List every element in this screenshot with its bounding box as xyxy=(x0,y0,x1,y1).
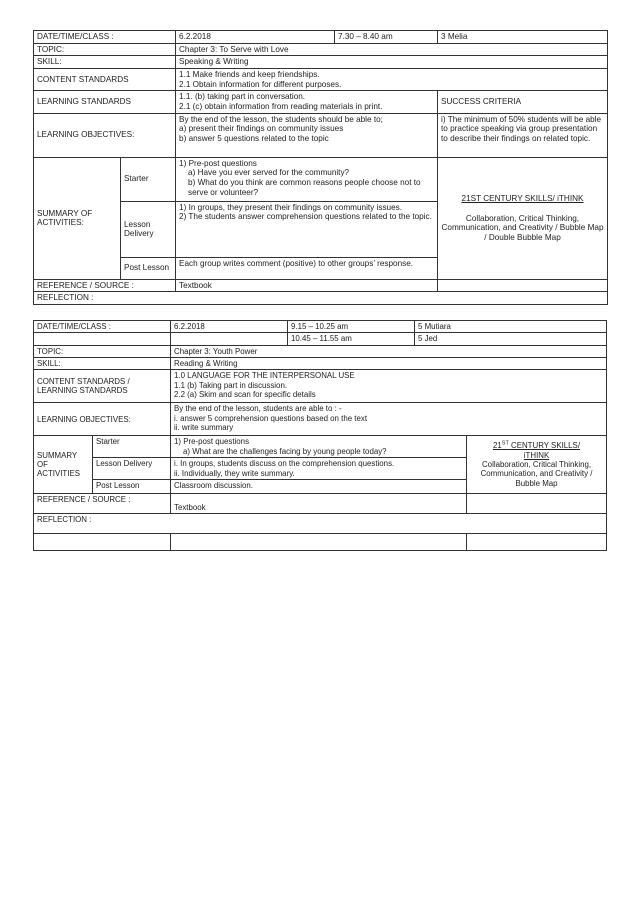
learning-objectives-row xyxy=(34,403,607,436)
starter-row xyxy=(34,157,608,201)
content-standards-row xyxy=(34,69,608,91)
post-lesson-value: Classroom discussion. xyxy=(171,480,467,494)
objectives-intro: By the end of the lesson, students are able to : - xyxy=(174,404,342,414)
century-skills-title xyxy=(470,441,603,450)
content-standard-item: 2.2 (a) Skim and scan for specific details xyxy=(174,389,316,399)
reference-empty-cell xyxy=(438,279,608,292)
objective-item: b) answer 5 questions related to the topic xyxy=(179,134,329,144)
content-standard-item: 1.1 (b) Taking part in discussion. xyxy=(174,380,288,390)
delivery-item: i. In groups, students discuss on the comprehension questions. xyxy=(174,459,395,469)
topic-label: TOPIC: xyxy=(34,43,176,56)
learning-standard-item: 2.1 (c) obtain information from reading materials in print. xyxy=(179,102,383,112)
reference-row xyxy=(34,279,608,292)
reflection-label: REFLECTION : xyxy=(34,514,607,534)
reference-value: Textbook xyxy=(176,279,438,292)
century-skills-cell xyxy=(438,157,608,279)
topic-label: TOPIC: xyxy=(34,345,171,357)
reference-row xyxy=(34,494,607,514)
class-value: 3 Melia xyxy=(438,31,608,44)
starter-label: Starter xyxy=(93,436,171,458)
class-value: 5 Jed xyxy=(415,333,607,345)
content-standard-item: 1.0 LANGUAGE FOR THE INTERPERSONAL USE xyxy=(174,371,355,381)
lesson-delivery-value xyxy=(176,201,438,257)
starter-item: 1) Pre-post questions xyxy=(174,437,250,447)
reflection-row xyxy=(34,514,607,534)
century-skills-heading: CENTURY SKILLS/ xyxy=(511,441,581,451)
skill-row xyxy=(34,56,608,69)
century-skills-superscript: ST xyxy=(501,440,509,447)
content-standard-item: 1.1 Make friends and keep friendships. xyxy=(179,70,320,80)
content-standards-label: CONTENT STANDARDS xyxy=(34,69,176,91)
success-criteria-label: SUCCESS CRITERIA xyxy=(438,91,608,113)
objective-item: a) present their findings on community issues xyxy=(179,124,344,134)
summary-of-activities-label: SUMMARY OF ACTIVITIES xyxy=(34,436,93,494)
learning-objectives-row xyxy=(34,113,608,157)
objectives-intro: By the end of the lesson, the students should be able to; xyxy=(179,114,383,124)
starter-question: a) What are the challenges facing by young people today? xyxy=(183,446,387,456)
date-row xyxy=(34,31,608,44)
skill-label: SKILL: xyxy=(34,56,176,69)
content-standards-value xyxy=(176,69,608,91)
post-lesson-value: Each group writes comment (positive) to other groups’ response. xyxy=(176,257,438,279)
empty-row xyxy=(34,534,607,551)
time-value: 7.30 – 8.40 am xyxy=(335,31,438,44)
lesson-delivery-label: Lesson Delivery xyxy=(121,201,176,257)
century-skills-text: Collaboration, Critical Thinking, Communication, and Creativity / Bubble Map xyxy=(480,460,593,488)
date-label: DATE/TIME/CLASS : xyxy=(34,31,176,44)
learning-objectives-value xyxy=(171,403,607,436)
learning-objectives-label: LEARNING OBJECTIVES: xyxy=(34,113,176,157)
topic-value: Chapter 3: Youth Power xyxy=(171,345,607,357)
time-value: 10.45 – 11.55 am xyxy=(288,333,415,345)
content-standards-value xyxy=(171,370,607,403)
date-row-2 xyxy=(34,333,607,345)
learning-objectives-label: LEARNING OBJECTIVES: xyxy=(34,403,171,436)
date-value: 6.2.2018 xyxy=(171,321,288,333)
content-standards-label: CONTENT STANDARDS / LEARNING STANDARDS xyxy=(34,370,171,403)
reflection-row xyxy=(34,292,608,305)
lesson-plan-2-table xyxy=(33,320,607,551)
lesson-delivery-label: Lesson Delivery xyxy=(93,458,171,480)
skill-value: Reading & Writing xyxy=(171,357,607,369)
post-lesson-label: Post Lesson xyxy=(121,257,176,279)
starter-value xyxy=(171,436,467,458)
century-skills-number: 21 xyxy=(493,441,502,451)
skill-value: Speaking & Writing xyxy=(176,56,608,69)
starter-row xyxy=(34,436,607,458)
learning-standard-item: 1.1. (b) taking part in conversation. xyxy=(179,92,306,102)
starter-question: a) Have you ever served for the community? xyxy=(188,168,350,178)
time-value: 9.15 – 10.25 am xyxy=(288,321,415,333)
empty-cell xyxy=(34,534,171,551)
topic-value: Chapter 3: To Serve with Love xyxy=(176,43,608,56)
lesson-plan-1-table xyxy=(33,30,608,305)
objective-item: i. answer 5 comprehension questions based on the text xyxy=(174,413,368,423)
date-row xyxy=(34,321,607,333)
starter-value xyxy=(176,157,438,201)
learning-standards-value xyxy=(176,91,438,113)
topic-row xyxy=(34,43,608,56)
reflection-label: REFLECTION : xyxy=(34,292,608,305)
date-value: 6.2.2018 xyxy=(176,31,335,44)
reference-label: REFERENCE / SOURCE : xyxy=(34,279,176,292)
learning-objectives-value xyxy=(176,113,438,157)
reference-value: Textbook xyxy=(171,494,467,514)
empty-cell xyxy=(34,333,171,345)
skill-label: SKILL: xyxy=(34,357,171,369)
class-value: 5 Mutiara xyxy=(415,321,607,333)
century-skills-cell xyxy=(467,436,607,494)
ithink-label: iTHINK xyxy=(523,450,550,460)
learning-standards-label: LEARNING STANDARDS xyxy=(34,91,176,113)
skill-row xyxy=(34,357,607,369)
starter-question: b) What do you think are common reasons people choose not to serve or volunteer? xyxy=(188,178,421,197)
lesson-delivery-value xyxy=(171,458,467,480)
reference-label: REFERENCE / SOURCE : xyxy=(34,494,171,514)
success-criteria-value: i) The minimum of 50% students will be able to practice speaking via group presentation to describe their findings on related topic. xyxy=(438,113,608,157)
century-skills-title: 21ST CENTURY SKILLS/ iTHINK xyxy=(461,193,584,203)
starter-item: 1) Pre-post questions xyxy=(179,158,257,168)
empty-cell xyxy=(171,333,288,345)
topic-row xyxy=(34,345,607,357)
starter-label: Starter xyxy=(121,157,176,201)
delivery-item: 2) The students answer comprehension questions related to the topic. xyxy=(179,212,432,222)
century-skills-text: Collaboration, Critical Thinking, Communication, and Creativity / Bubble Map / Double Bubble Map xyxy=(441,213,604,242)
content-standards-row xyxy=(34,370,607,403)
delivery-item: 1) In groups, they present their findings on community issues. xyxy=(179,202,403,212)
objective-item: ii. write summary xyxy=(174,422,234,432)
learning-standards-row xyxy=(34,91,608,113)
summary-of-activities-label: SUMMARY OF ACTIVITIES: xyxy=(34,157,121,279)
empty-cell xyxy=(171,534,467,551)
post-lesson-label: Post Lesson xyxy=(93,480,171,494)
date-label: DATE/TIME/CLASS : xyxy=(34,321,171,333)
delivery-item: ii. Individually, they write summary. xyxy=(174,468,295,478)
content-standard-item: 2.1 Obtain information for different purposes. xyxy=(179,79,342,89)
reference-empty-cell xyxy=(467,494,607,514)
empty-cell xyxy=(467,534,607,551)
